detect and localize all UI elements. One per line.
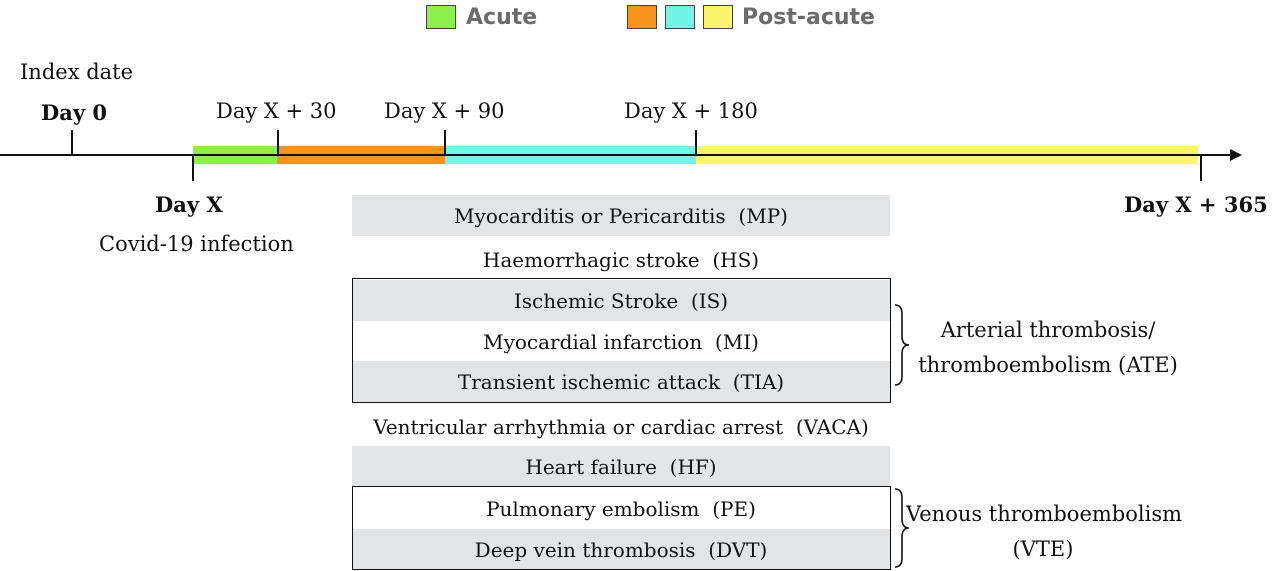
outcome-row-mp <box>352 195 890 236</box>
vte-label-line1: Venous thromboembolism <box>906 502 1183 526</box>
outcome-label-hs: Haemorrhagic stroke (HS) <box>482 247 760 272</box>
legend-swatch-post-acute-cyan <box>665 5 695 29</box>
vte-group-box <box>352 486 891 570</box>
outcome-label-pe: Pulmonary embolism (PE) <box>486 496 756 521</box>
dayx-label: Day X <box>155 192 223 217</box>
outcome-label-dvt: Deep vein thrombosis (DVT) <box>474 537 768 562</box>
tick-dayx30 <box>277 130 279 155</box>
legend-label-post-acute: Post-acute <box>742 5 875 30</box>
legend-swatch-post-acute-orange <box>627 5 657 29</box>
day0-label: Day 0 <box>41 100 107 125</box>
dayx30-label: Day X + 30 <box>216 99 337 123</box>
outcome-label-vaca: Ventricular arrhythmia or cardiac arrest (VACA) <box>373 414 869 439</box>
outcome-label-is: Ischemic Stroke (IS) <box>513 288 729 313</box>
outcome-label-mp: Myocarditis or Pericarditis (MP) <box>454 203 788 228</box>
outcome-row-hf <box>352 446 890 487</box>
timeline-arrowhead <box>1230 149 1242 161</box>
tick-day0 <box>71 130 73 155</box>
ate-label-line2: thromboembolism (ATE) <box>918 353 1178 377</box>
ate-group-label <box>914 313 1182 383</box>
index-date-label: Index date <box>20 60 134 84</box>
dayx180-label: Day X + 180 <box>624 99 758 123</box>
legend-label-acute: Acute <box>466 5 538 30</box>
outcome-label-tia: Transient ischemic attack (TIA) <box>457 369 785 394</box>
tick-dayx90 <box>444 130 446 155</box>
tick-dayx365 <box>1200 155 1202 181</box>
tick-dayx <box>192 155 194 181</box>
vte-label-line2: (VTE) <box>1012 537 1074 561</box>
ate-brace <box>893 304 911 386</box>
outcome-label-mi: Myocardial infarction (MI) <box>483 329 759 354</box>
dayx365-label: Day X + 365 <box>1124 192 1268 217</box>
vte-group-label <box>906 497 1183 567</box>
timeline-axis <box>0 154 1232 156</box>
covid-infection-label: Covid-19 infection <box>99 232 294 256</box>
legend-swatch-post-acute-yellow <box>703 5 733 29</box>
outcome-row-vaca <box>352 406 890 447</box>
tick-dayx180 <box>695 130 697 155</box>
outcome-row-hs <box>352 239 890 280</box>
legend-swatch-acute <box>426 5 456 29</box>
ate-label-line1: Arterial thrombosis/ <box>940 318 1156 342</box>
outcome-label-hf: Heart failure (HF) <box>525 454 717 479</box>
ate-group-box <box>352 278 891 403</box>
dayx90-label: Day X + 90 <box>384 99 505 123</box>
